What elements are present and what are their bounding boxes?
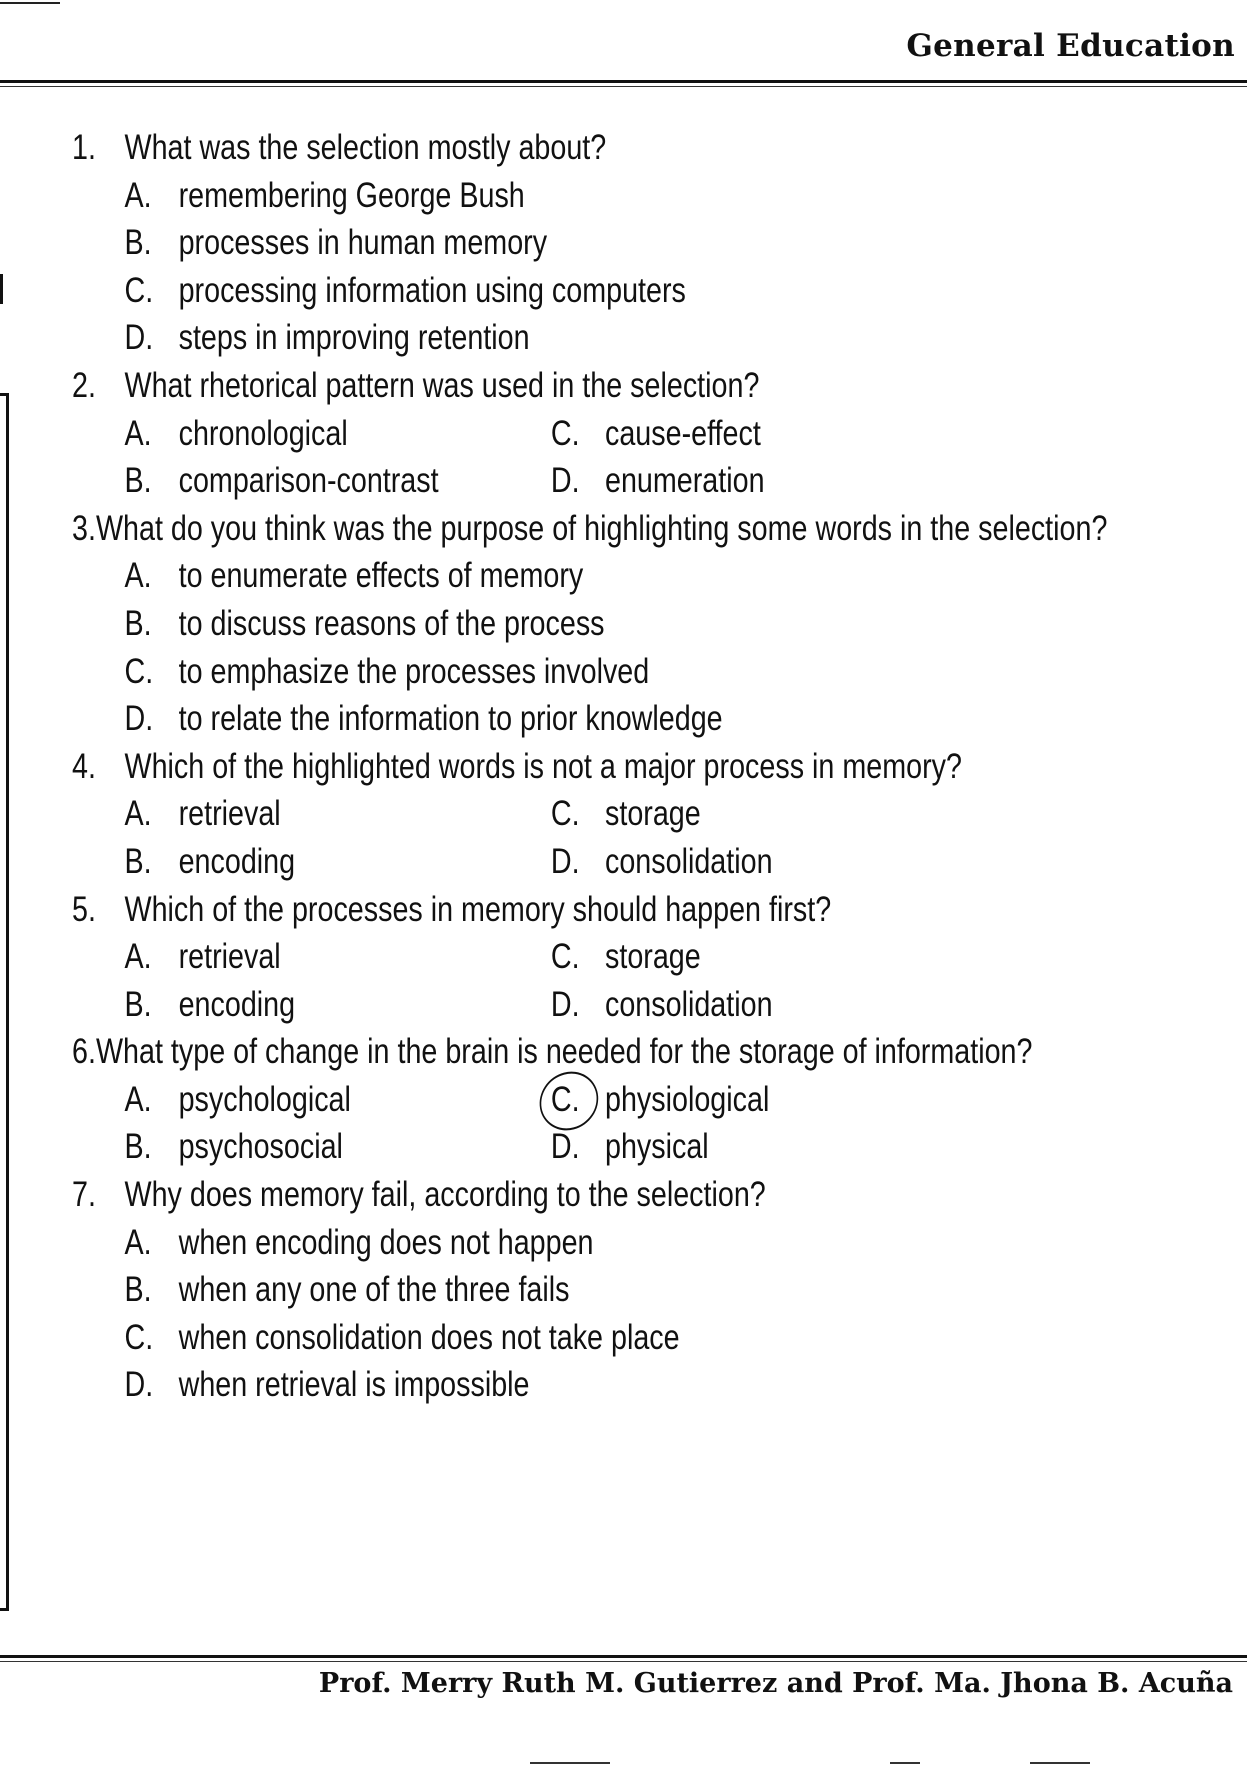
option-row xyxy=(72,838,1031,886)
option-c xyxy=(551,933,701,981)
question-number: 2. xyxy=(72,365,96,405)
bottom-edge-mark xyxy=(1030,1762,1090,1764)
option-text: physiological xyxy=(605,1079,770,1119)
option-row xyxy=(72,1361,1031,1409)
option-row xyxy=(72,552,1031,600)
option-c-selected xyxy=(551,1076,769,1124)
option-letter: A. xyxy=(124,1222,152,1262)
option-text: to relate the information to prior knowledge xyxy=(178,699,723,739)
option-letter: D. xyxy=(124,1365,154,1405)
question-text: Which of the highlighted words is not a major process in memory? xyxy=(124,746,962,786)
option-letter: B. xyxy=(124,461,152,501)
header-rule xyxy=(0,80,1247,83)
option-text: comparison-contrast xyxy=(178,461,439,501)
option-letter: C. xyxy=(124,651,154,691)
footer-credit: Prof. Merry Ruth M. Gutierrez and Prof. Ma. Jhona B. Acuña xyxy=(318,1668,1233,1699)
option-letter: B. xyxy=(124,841,152,881)
option-letter: C. xyxy=(550,794,580,834)
option-text: consolidation xyxy=(605,984,773,1024)
option-letter: A. xyxy=(124,1079,152,1119)
option-row xyxy=(72,410,1031,458)
option-row xyxy=(72,695,1031,743)
option-c xyxy=(551,790,701,838)
option-letter: D. xyxy=(550,841,580,881)
option-row xyxy=(72,267,1031,315)
option-d xyxy=(551,981,773,1029)
option-b xyxy=(124,838,550,886)
option-b xyxy=(124,457,550,505)
option-text: encoding xyxy=(178,841,296,881)
option-text: processes in human memory xyxy=(178,223,548,263)
option-letter: A. xyxy=(124,413,152,453)
option-d xyxy=(551,838,773,886)
question-3 xyxy=(72,505,1108,553)
option-d xyxy=(551,457,765,505)
option-letter: B. xyxy=(124,1270,152,1310)
option-text: retrieval xyxy=(178,937,281,977)
option-text: when any one of the three fails xyxy=(178,1270,570,1310)
option-text: when retrieval is impossible xyxy=(178,1365,530,1405)
option-letter: C. xyxy=(550,413,580,453)
header-title: General Education xyxy=(906,28,1235,64)
option-letter: D. xyxy=(550,984,580,1024)
option-c xyxy=(551,410,761,458)
option-a xyxy=(124,933,550,981)
option-text: to discuss reasons of the process xyxy=(178,603,605,643)
option-letter: A. xyxy=(124,794,152,834)
question-4 xyxy=(72,743,1031,791)
option-text: retrieval xyxy=(178,794,281,834)
option-text: consolidation xyxy=(605,841,773,881)
option-text: chronological xyxy=(178,413,348,453)
option-a xyxy=(124,790,550,838)
option-text: physical xyxy=(605,1127,709,1167)
margin-bracket xyxy=(0,393,9,1611)
question-text: Why does memory fail, according to the selection? xyxy=(124,1175,766,1215)
question-5 xyxy=(72,886,1031,934)
option-row xyxy=(72,172,1031,220)
option-text: psychological xyxy=(178,1079,351,1119)
option-row xyxy=(72,1314,1031,1362)
option-letter: C. xyxy=(124,270,154,310)
question-text: What rhetorical pattern was used in the selection? xyxy=(124,365,760,405)
question-1 xyxy=(72,124,1031,172)
option-text: enumeration xyxy=(605,461,765,501)
option-row xyxy=(72,790,1031,838)
option-row xyxy=(72,219,1031,267)
question-6 xyxy=(72,1028,1031,1076)
option-a xyxy=(124,410,550,458)
option-text: remembering George Bush xyxy=(178,175,525,215)
option-text: storage xyxy=(605,794,701,834)
option-letter: A. xyxy=(124,556,152,596)
option-text: psychosocial xyxy=(178,1127,343,1167)
footer-rule-thin xyxy=(0,1661,1247,1662)
option-row xyxy=(72,981,1031,1029)
question-text: Which of the processes in memory should happen first? xyxy=(124,889,832,929)
question-text: What do you think was the purpose of highlighting some words in the selection? xyxy=(95,508,1108,548)
question-number: 6. xyxy=(72,1032,96,1072)
question-number: 7. xyxy=(72,1175,96,1215)
option-a xyxy=(124,1076,550,1124)
bottom-edge-mark xyxy=(530,1762,610,1764)
option-text: encoding xyxy=(178,984,296,1024)
question-number: 3. xyxy=(72,508,96,548)
option-text: processing information using computers xyxy=(178,270,686,310)
option-row xyxy=(72,1123,1031,1171)
question-7 xyxy=(72,1171,1031,1219)
option-text: to enumerate effects of memory xyxy=(178,556,584,596)
option-letter: B. xyxy=(124,603,152,643)
option-row xyxy=(72,314,1031,362)
option-b xyxy=(124,981,550,1029)
option-letter: C. xyxy=(550,1079,580,1119)
question-number: 4. xyxy=(72,746,96,786)
question-text: What was the selection mostly about? xyxy=(124,128,607,167)
top-edge-rule xyxy=(0,2,60,4)
margin-mark xyxy=(0,274,3,304)
option-text: storage xyxy=(605,937,701,977)
option-letter: B. xyxy=(124,223,152,263)
footer-rule xyxy=(0,1655,1247,1658)
question-2 xyxy=(72,362,1031,410)
option-text: to emphasize the processes involved xyxy=(178,651,650,691)
option-letter: C. xyxy=(550,937,580,977)
option-row xyxy=(72,457,1031,505)
option-d xyxy=(551,1123,709,1171)
option-letter: B. xyxy=(124,1127,152,1167)
option-letter: D. xyxy=(550,461,580,501)
option-letter: D. xyxy=(550,1127,580,1167)
option-row xyxy=(72,933,1031,981)
option-text: cause-effect xyxy=(605,413,761,453)
option-row xyxy=(72,1219,1031,1267)
option-letter: D. xyxy=(124,318,154,358)
option-row xyxy=(72,648,1031,696)
question-number: 5. xyxy=(72,889,96,929)
header-rule-thin xyxy=(0,86,1247,87)
question-text: What type of change in the brain is needed for the storage of information? xyxy=(95,1032,1033,1072)
bottom-edge-mark xyxy=(890,1762,920,1764)
question-number: 1. xyxy=(72,128,96,167)
option-row xyxy=(72,600,1031,648)
option-row xyxy=(72,1076,1031,1124)
option-letter: A. xyxy=(124,937,152,977)
question-list xyxy=(72,124,1108,1409)
option-letter: A. xyxy=(124,175,152,215)
option-row xyxy=(72,1266,1031,1314)
option-letter: B. xyxy=(124,984,152,1024)
option-letter: D. xyxy=(124,699,154,739)
option-text: when consolidation does not take place xyxy=(178,1317,680,1357)
option-text: steps in improving retention xyxy=(178,318,530,358)
option-letter: C. xyxy=(124,1317,154,1357)
option-b xyxy=(124,1123,550,1171)
option-text: when encoding does not happen xyxy=(178,1222,594,1262)
